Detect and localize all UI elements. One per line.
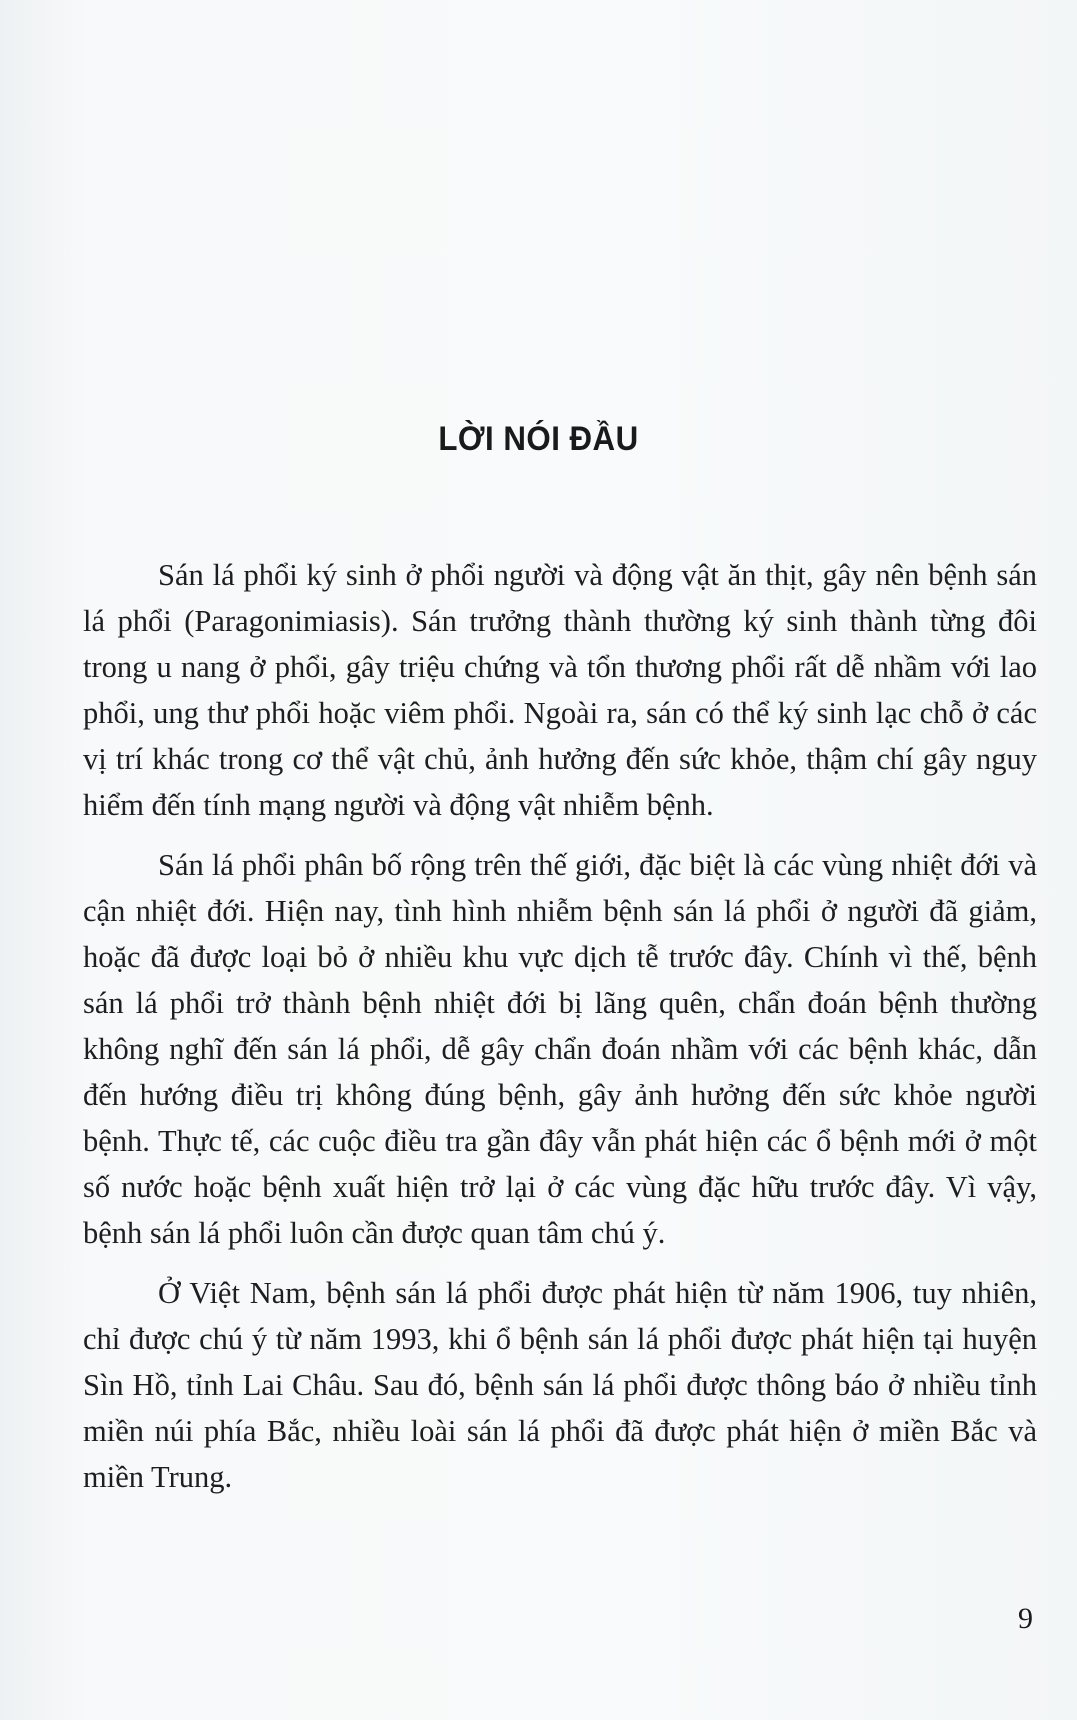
paragraph-1: Sán lá phổi ký sinh ở phổi người và động vật ăn thịt, gây nên bệnh sán lá phổi (Paragonimiasis). Sán trưởng thành thường ký sinh thành từng đôi trong u nang ở phổi, gây triệu chứng và tổn thương phổi rất dễ nhầm với lao phổi, ung thư phổi hoặc viêm phổi. Ngoài ra, sán có thể ký sinh lạc chỗ ở các vị trí khác trong cơ thể vật chủ, ảnh hưởng đến sức khỏe, thậm chí gây nguy hiểm đến tính mạng người và động vật nhiễm bệnh. <box>83 558 1037 822</box>
paragraph-3: Ở Việt Nam, bệnh sán lá phổi được phát hiện từ năm 1906, tuy nhiên, chỉ được chú ý từ năm 1993, khi ổ bệnh sán lá phổi được phát hiện tại huyện Sìn Hồ, tỉnh Lai Châu. Sau đó, bệnh sán lá phổi được thông báo ở nhiều tỉnh miền núi phía Bắc, nhiều loài sán lá phổi đã được phát hiện ở miền Bắc và miền Trung. <box>83 1276 1037 1494</box>
body-text <box>83 552 1037 1514</box>
page-heading: LỜI NÓI ĐẦU <box>438 420 639 458</box>
paragraph-2: Sán lá phổi phân bố rộng trên thế giới, đặc biệt là các vùng nhiệt đới và cận nhiệt đới. Hiện nay, tình hình nhiễm bệnh sán lá phổi ở người đã giảm, hoặc đã được loại bỏ ở nhiều khu vực dịch tễ trước đây. Chính vì thế, bệnh sán lá phổi trở thành bệnh nhiệt đới bị lãng quên, chẩn đoán bệnh thường không nghĩ đến sán lá phổi, dễ gây chẩn đoán nhầm với các bệnh khác, dẫn đến hướng điều trị không đúng bệnh, gây ảnh hưởng đến sức khỏe người bệnh. Thực tế, các cuộc điều tra gần đây vẫn phát hiện các ổ bệnh mới ở một số nước hoặc bệnh xuất hiện trở lại ở các vùng đặc hữu trước đây. Vì vậy, bệnh sán lá phổi luôn cần được quan tâm chú ý. <box>83 848 1037 1250</box>
page-number: 9 <box>1018 1602 1033 1635</box>
